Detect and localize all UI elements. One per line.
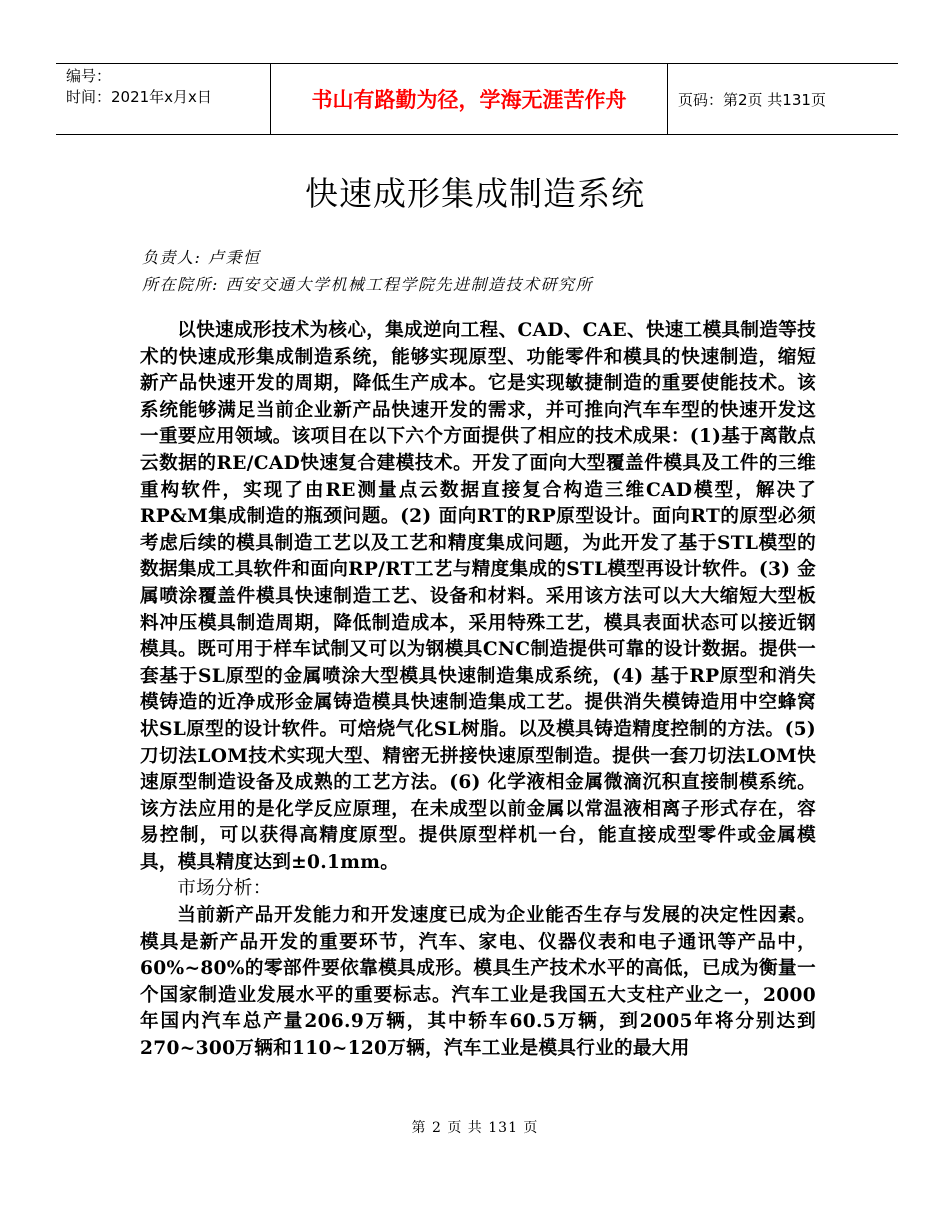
- document-title: 快速成形集成制造系统: [305, 174, 645, 213]
- page-info: 页码：第2页 共131页: [678, 90, 826, 109]
- header-motto-cell: [270, 64, 668, 134]
- document-header: [56, 63, 898, 135]
- paragraph-market-heading: 市场分析：: [177, 878, 272, 900]
- date-label: 时间：2021年x月x日: [66, 88, 212, 106]
- paragraph-achievements: 以快速成形技术为核心，集成逆向工程、CAD、CAE、快速工模具制造等技术的快速成形集成制造系统，能够实现原型、功能零件和模具的快速制造，缩短新产品快速开发的周期，降低生产成本。它是实现敏捷制造的重要使能技术。该系统能够满足当前企业新产品快速开发的需求，并可推向汽车车型的快速开发这一重要应用领域。该项目在以下六个方面提供了相应的技术成果：(1)基于离散点云数据的RE/CAD快速复合建模技术。开发了面向大型覆盖件模具及工件的三维重构软件，实现了由RE测量点云数据直接复合构造三维CAD模型，解决了RP&M集成制造的瓶颈问题。(2) 面向RT的RP原型设计。面向RT的原型必须考虑后续的模具制造工艺以及工艺和精度集成问题，为此开发了基于STL模型的数据集成工具软件和面向RP/RT工艺与精度集成的STL模型再设计软件。(3) 金属喷涂覆盖件模具快速制造工艺、设备和材料。采用该方法可以大大缩短大型板料冲压模具制造周期，降低制造成本，采用特殊工艺，模具表面状态可以接近钢模具。既可用于样车试制又可以为钢模具CNC制造提供可靠的设计数据。提供一套基于SL原型的金属喷涂大型模具快速制造集成系统，(4) 基于RP原型和消失模铸造的近净成形金属铸造模具快速制造集成工艺。提供消失模铸造用中空蜂窝状SL原型的设计软件。可焙烧气化SL树脂。以及模具铸造精度控制的方法。(5) 刀切法LOM技术实现大型、精密无拼接快速原型制造。提供一套刀切法LOM快速原型制造设备及成熟的工艺方法。(6) 化学液相金属微滴沉积直接制模系统。该方法应用的是化学反应原理，在未成型以前金属以常温液相离子形式存在，容易控制，可以获得高精度原型。提供原型样机一台，能直接成型零件或金属模具，模具精度达到±0.1mm。: [140, 320, 816, 873]
- number-label: 编号：: [66, 67, 112, 85]
- document-body: [140, 318, 816, 1063]
- page-footer: 第 2 页 共 131 页: [411, 1120, 539, 1136]
- institute-name: 所在院所: 西安交通大学机械工程学院先进制造技术研究所: [142, 275, 593, 294]
- responsible-person: 负责人: 卢秉恒: [142, 248, 261, 267]
- motto-text: 书山有路勤为径，学海无涯苦作舟: [311, 87, 627, 112]
- header-left-cell: [56, 64, 270, 134]
- header-page-cell: [668, 64, 898, 134]
- paragraph-market-analysis: 当前新产品开发能力和开发速度已成为企业能否生存与发展的决定性因素。模具是新产品开发的重要环节，汽车、家电、仪器仪表和电子通讯等产品中，60%~80%的零部件要依靠模具成形。模具生产技术水平的高低，已成为衡量一个国家制造业发展水平的重要标志。汽车工业是我国五大支柱产业之一，2000年国内汽车总产量206.9万辆，其中轿车60.5万辆，到2005年将分别达到270~300万辆和110~120万辆，汽车工业是模具行业的最大用: [140, 905, 816, 1060]
